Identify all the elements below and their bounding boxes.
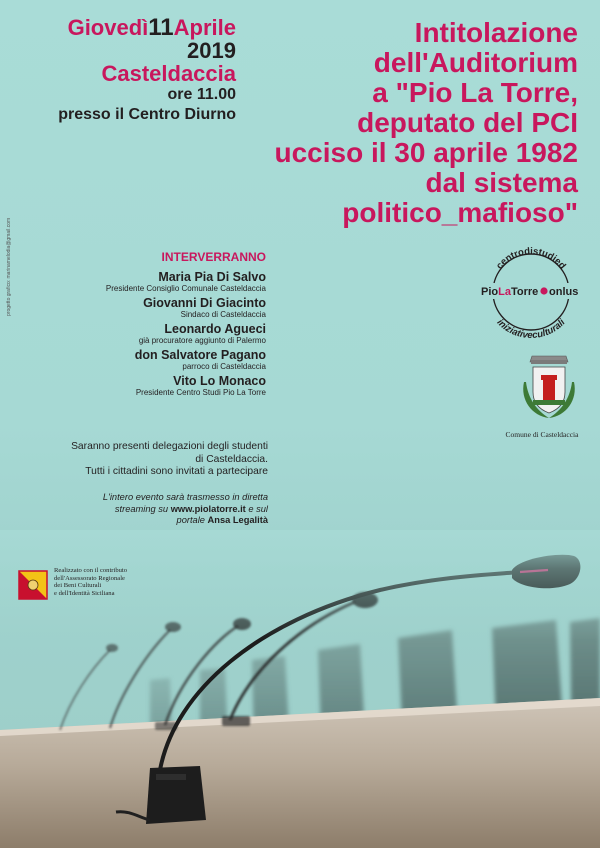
tower-icon <box>543 379 555 401</box>
logo-onlus: onlus <box>549 286 579 298</box>
region-credit-line: e dell'Identità Siciliana <box>54 589 115 597</box>
title-line: dal sistema <box>425 167 578 198</box>
tower-top <box>541 375 557 380</box>
comune-label: Comune di Casteldaccia <box>505 430 579 439</box>
crown-base <box>531 360 567 364</box>
logo-arc-bottom: iniziativeculturali <box>494 317 568 342</box>
speaker <box>60 374 266 398</box>
event-date-block <box>40 16 236 125</box>
portal-name: Ansa Legalità <box>207 515 268 525</box>
design-credit: progetto grafico: marinamelodia@gmail.com <box>6 217 12 316</box>
speaker <box>60 322 266 346</box>
broadcast-line: streaming su www.piolatorre.it e sul <box>114 503 268 514</box>
speakers-heading: INTERVERRANNO <box>161 250 266 264</box>
trinacria-icon <box>28 580 38 590</box>
speaker-role: parroco di Casteldaccia <box>182 362 266 371</box>
sicily-region-logo <box>18 570 48 600</box>
title-line: ucciso il 30 aprile 1982 <box>274 137 578 168</box>
speaker-name: Maria Pia Di Salvo <box>158 270 266 284</box>
event-time: ore 11.00 <box>167 86 236 103</box>
info-line: Saranno presenti delegazioni degli studenti <box>71 441 268 452</box>
info-line: Tutti i cittadini sono invitati a partecipare <box>85 466 268 478</box>
region-credit-line: Realizzato con il contributo <box>54 567 128 574</box>
speaker <box>60 270 266 294</box>
logo-dot-icon <box>540 287 547 294</box>
region-credit-line: dei Beni Culturali <box>54 582 102 590</box>
mic-button <box>156 774 186 780</box>
shield-ground <box>533 400 565 405</box>
comune-coat-of-arms <box>518 352 580 420</box>
speaker-role: Presidente Consiglio Comunale Casteldaccia <box>105 284 266 293</box>
broadcast-line: portale Ansa Legalità <box>176 515 268 525</box>
title-line: a "Pio La Torre, <box>372 77 578 108</box>
speaker <box>60 296 266 320</box>
speaker-role: Presidente Centro Studi Pio La Torre <box>135 388 266 397</box>
speaker <box>60 348 266 372</box>
broadcast-line: L'intero evento sarà trasmesso in diretta <box>102 492 268 502</box>
event-month: Aprile <box>173 15 236 40</box>
title-line: deputato del PCI <box>357 107 578 138</box>
title-line: politico_mafioso" <box>342 197 578 228</box>
speaker-name: Vito Lo Monaco <box>173 374 266 388</box>
event-year: 2019 <box>187 38 236 63</box>
logo-arc-top: centrodistudied <box>494 245 568 272</box>
title-line: Intitolazione <box>414 17 578 48</box>
title-line: dell'Auditorium <box>373 47 578 78</box>
event-venue: presso il Centro Diurno <box>58 106 236 123</box>
event-date <box>40 16 236 39</box>
speaker-name: Leonardo Agueci <box>164 322 266 336</box>
speaker-name: Giovanni Di Giacinto <box>143 296 266 310</box>
speakers-section <box>60 250 266 400</box>
speaker-role: già procuratore aggiunto di Palermo <box>138 336 266 345</box>
event-title <box>248 18 578 228</box>
logo-name: PioLaTorre <box>481 286 539 298</box>
site-link[interactable]: www.piolatorre.it <box>170 503 246 514</box>
info-line: di Casteldaccia. <box>195 453 268 465</box>
region-credit <box>54 567 127 597</box>
region-credit-line: dell'Assessorato Regionale <box>54 574 125 582</box>
event-place: Casteldaccia <box>101 61 236 86</box>
centro-studi-logo <box>477 238 585 346</box>
info-text <box>30 441 268 479</box>
event-day: Giovedì <box>67 15 149 40</box>
speaker-name: don Salvatore Pagano <box>134 348 266 362</box>
broadcast-note <box>40 492 268 527</box>
speaker-role: Sindaco di Casteldaccia <box>180 310 266 319</box>
event-day-number: 11 <box>148 14 174 41</box>
